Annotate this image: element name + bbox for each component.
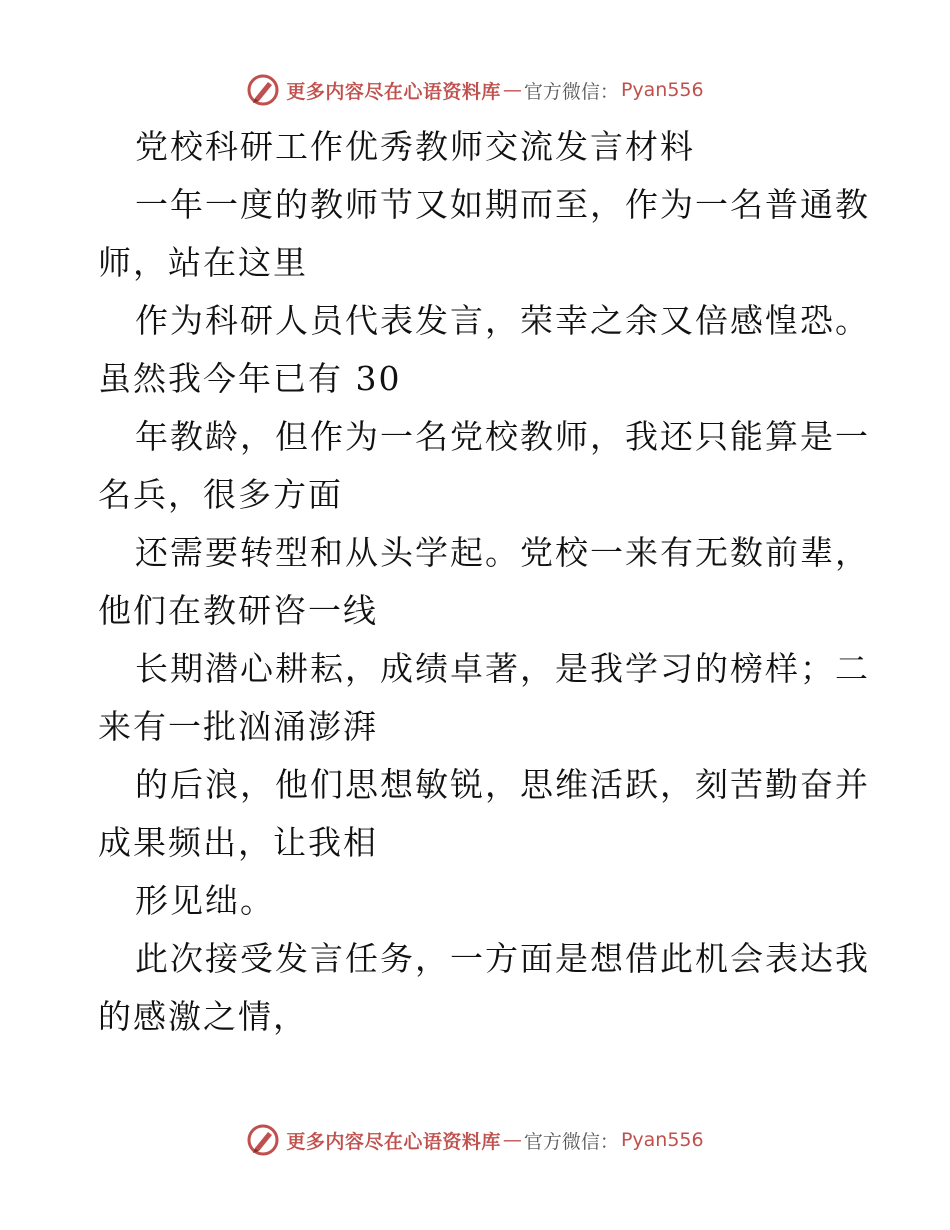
document-title: 党校科研工作优秀教师交流发言材料 [135,127,695,166]
watermark-wechat-id: Pyan556 [620,79,704,101]
text-line: 来有一批汹涌澎湃 [98,707,378,746]
watermark-wechat-id: Pyan556 [620,1129,704,1151]
text-line: 年教龄，但作为一名党校教师，我还只能算是一 [135,417,870,456]
text-line: 的后浪，他们思想敏锐，思维活跃，刻苦勤奋并 [135,765,870,804]
text-line: 师，站在这里 [98,243,308,282]
watermark-main-text: 更多内容尽在心语资料库 [286,80,501,103]
watermark-main-text: 更多内容尽在心语资料库 [286,1130,501,1153]
text-line: 名兵，很多方面 [98,475,343,514]
text-line: 的感激之情， [98,997,308,1036]
footer-watermark [0,1120,950,1160]
watermark-official-label: 官方微信： [523,1130,619,1153]
text-line: 虽然我今年已有 30 [98,359,402,398]
pen-logo-icon [246,1123,280,1157]
text-line: 成果频出，让我相 [98,823,378,862]
text-line: 一年一度的教师节又如期而至，作为一名普通教 [135,185,870,224]
header-watermark [0,70,950,110]
watermark-dash: — [502,79,522,101]
text-line: 他们在教研咨一线 [98,591,378,630]
document-body [98,118,870,1046]
watermark-dash: — [502,1129,522,1151]
pen-logo-icon [246,73,280,107]
text-line: 作为科研人员代表发言，荣幸之余又倍感惶恐。 [135,301,870,340]
text-line: 长期潜心耕耘，成绩卓著，是我学习的榜样；二 [135,649,870,688]
text-line: 形见绌。 [135,881,275,920]
text-line: 此次接受发言任务，一方面是想借此机会表达我 [135,939,870,978]
text-line: 还需要转型和从头学起。党校一来有无数前辈， [135,533,870,572]
watermark-official-label: 官方微信： [523,80,619,103]
